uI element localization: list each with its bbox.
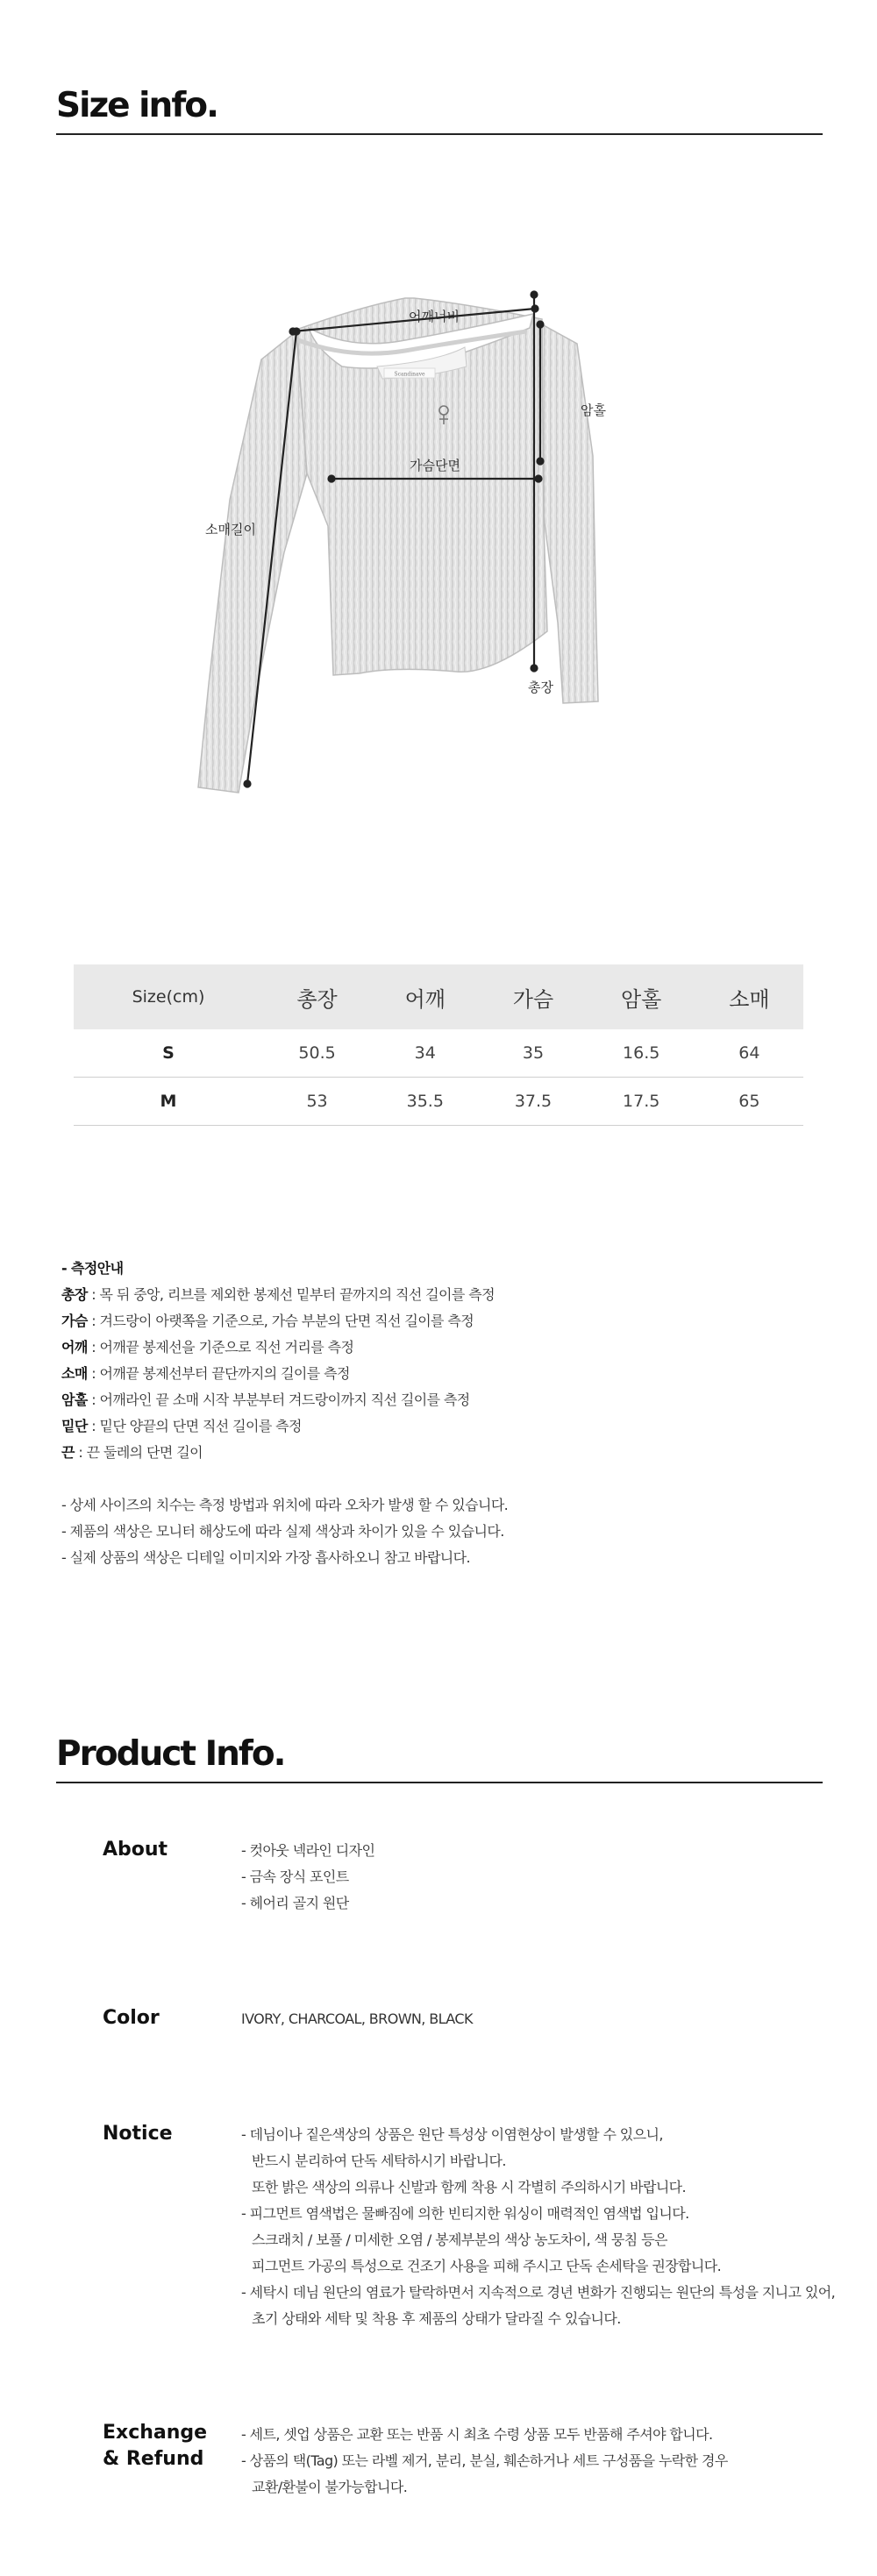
- notice-label: Notice: [103, 2123, 173, 2145]
- table-cell: S: [74, 1029, 263, 1078]
- label-length: 총장: [528, 680, 553, 695]
- table-row: [74, 1029, 803, 1078]
- notice-text: [241, 2122, 835, 2332]
- header-size: Size(cm): [74, 964, 263, 1029]
- list-item: - 상품의 택(Tag) 또는 라벨 제거, 분리, 분실, 훼손하거나 세트 구성품을 누락한 경우: [241, 2452, 728, 2469]
- brand-tag-text: Scandinave: [394, 371, 425, 378]
- table-cell: 34: [371, 1029, 479, 1078]
- measure-guide-title: - 측정안내: [61, 1260, 124, 1277]
- table-cell: 35.5: [371, 1078, 479, 1126]
- exchange-refund-text: [241, 2422, 728, 2501]
- header-sleeve: 소매: [695, 964, 803, 1029]
- size-info-heading: Size info.: [56, 86, 217, 125]
- list-item: 끈 : 끈 둘레의 단면 길이: [61, 1444, 203, 1461]
- list-item: 반드시 분리하여 단독 세탁하시기 바랍니다.: [252, 2153, 506, 2169]
- label-shoulder: 어깨너비: [409, 309, 460, 324]
- header-shoulder: 어깨: [371, 964, 479, 1029]
- list-item: 스크래치 / 보풀 / 미세한 오염 / 봉제부분의 색상 농도차이, 색 뭉침 등은: [252, 2231, 667, 2248]
- list-item: - 세탁시 데님 원단의 염료가 탈락하면서 지속적으로 경년 변화가 진행되는 원단의 특성을 지니고 있어,: [241, 2284, 836, 2301]
- list-item: 어깨 : 어깨끝 봉제선을 기준으로 직선 거리를 측정: [61, 1339, 354, 1356]
- measure-guide: [61, 1256, 495, 1466]
- table-cell: M: [74, 1078, 263, 1126]
- table-cell: 35: [479, 1029, 587, 1078]
- table-row: [74, 1078, 803, 1126]
- product-info-heading: Product Info.: [56, 1734, 285, 1774]
- table-cell: 17.5: [588, 1078, 695, 1126]
- list-item: - 피그먼트 염색법은 물빠짐에 의한 빈티지한 워싱이 매력적인 염색법 입니다.: [241, 2205, 689, 2222]
- about-label: About: [103, 1839, 168, 1861]
- list-item: - 제품의 색상은 모니터 해상도에 따라 실제 색상과 차이가 있을 수 있습니다.: [61, 1523, 504, 1540]
- list-item: 피그먼트 가공의 특성으로 건조기 사용을 피해 주시고 단독 손세탁을 권장합니다.: [252, 2258, 722, 2274]
- right-sleeve: [542, 324, 598, 703]
- table-cell: 53: [263, 1078, 371, 1126]
- list-item: - 실제 상품의 색상은 디테일 이미지와 가장 흡사하오니 참고 바랍니다.: [61, 1549, 471, 1566]
- list-item: - 컷아웃 넥라인 디자인: [241, 1842, 375, 1859]
- list-item: 총장 : 목 뒤 중앙, 리브를 제외한 봉제선 밑부터 끝까지의 직선 길이를 측정: [61, 1286, 495, 1303]
- list-item: 소매 : 어깨끝 봉제선부터 끝단까지의 길이를 측정: [61, 1365, 350, 1382]
- list-item: - 상세 사이즈의 치수는 측정 방법과 위치에 따라 오차가 발생 할 수 있습니다.: [61, 1497, 509, 1513]
- table-cell: 50.5: [263, 1029, 371, 1078]
- list-item: 밑단 : 밑단 양끝의 단면 직선 길이를 측정: [61, 1418, 302, 1434]
- label-sleeve: 소매길이: [205, 522, 256, 537]
- color-value: IVORY, CHARCOAL, BROWN, BLACK: [241, 2010, 473, 2027]
- left-sleeve: [198, 331, 307, 793]
- table-cell: 37.5: [479, 1078, 587, 1126]
- garment-illustration: [175, 263, 667, 824]
- list-item: 암홀 : 어깨라인 끝 소매 시작 부분부터 겨드랑이까지 직선 길이를 측정: [61, 1391, 470, 1408]
- size-info-divider: [56, 133, 823, 135]
- list-item: 또한 밝은 색상의 의류나 신발과 함께 착용 시 각별히 주의하시기 바랍니다.: [252, 2179, 687, 2195]
- table-cell: 16.5: [588, 1029, 695, 1078]
- list-item: 교환/환불이 불가능합니다.: [252, 2479, 408, 2495]
- label-armhole: 암홀: [581, 402, 606, 418]
- size-table: [74, 964, 803, 1126]
- list-item: - 헤어리 골지 원단: [241, 1895, 349, 1911]
- list-item: - 세트, 셋업 상품은 교환 또는 반품 시 최초 수령 상품 모두 반품해 주셔야 합니다.: [241, 2426, 713, 2443]
- header-length: 총장: [263, 964, 371, 1029]
- disclaimers: [61, 1492, 508, 1571]
- color-label: Color: [103, 2007, 160, 2029]
- table-cell: 64: [695, 1029, 803, 1078]
- header-armhole: 암홀: [588, 964, 695, 1029]
- size-table-header: [74, 964, 803, 1029]
- list-item: - 금속 장식 포인트: [241, 1868, 349, 1885]
- header-chest: 가슴: [479, 964, 587, 1029]
- about-text: [241, 1838, 374, 1917]
- list-item: 초기 상태와 세탁 및 착용 후 제품의 상태가 달라질 수 있습니다.: [252, 2310, 621, 2327]
- product-info-divider: [56, 1782, 823, 1783]
- list-item: 가슴 : 겨드랑이 아랫쪽을 기준으로, 가슴 부분의 단면 직선 길이를 측정: [61, 1313, 474, 1329]
- table-cell: 65: [695, 1078, 803, 1126]
- exchange-refund-label: Exchange & Refund: [103, 2422, 208, 2470]
- list-item: - 데님이나 짙은색상의 상품은 원단 특성상 이염현상이 발생할 수 있으니,: [241, 2126, 663, 2143]
- label-chest: 가슴단면: [410, 458, 460, 473]
